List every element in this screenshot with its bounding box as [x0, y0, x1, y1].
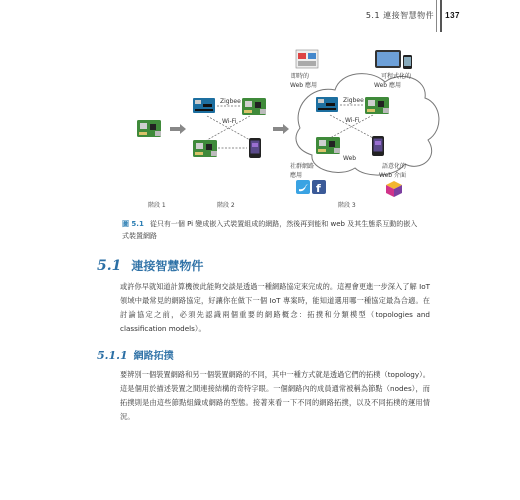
social-web-label-2: 應用 — [290, 172, 303, 179]
stage2-zigbee-label: Zigbee — [220, 98, 241, 105]
section-paragraph: 或許你早就知道計算機彼此能夠交談是透過一種網路協定來完成的。這裡會更進一步深入了解 IoT 領域中最常見的網路協定，好讓你在做下一個 IoT 專案時，能知道選用哪一種協定最為合適。在討論協定之前，必須先認識兩個重要的網路概念：拓撲和分類模型（topologies and classification models）。 — [120, 282, 430, 333]
programmable-web-label-2: Web 應用 — [374, 82, 401, 89]
realtime-web-label-2: Web 應用 — [290, 82, 317, 89]
twitter-icon — [296, 180, 310, 194]
subsection-heading — [97, 344, 174, 363]
stage2-phone — [249, 138, 261, 158]
figure-5-1 — [0, 0, 520, 215]
stage3-pi-top — [365, 97, 389, 114]
stage1-pi-board — [137, 120, 161, 137]
section-heading — [97, 255, 203, 274]
stage-2-label: 階段 2 — [217, 202, 235, 209]
page-number: 137 — [445, 11, 460, 20]
stage2-pi-bottom — [193, 140, 217, 157]
facebook-icon — [312, 180, 326, 195]
section-number: 5.1 — [97, 258, 122, 274]
arrow-icon — [273, 124, 289, 134]
section-title: 連接智慧物件 — [131, 259, 204, 273]
stage3-zigbee-label: Zigbee — [343, 97, 364, 104]
figure-diagram — [0, 0, 520, 215]
stage3-arduino — [316, 97, 338, 112]
semantic-web-cube-icon — [386, 181, 402, 197]
subsection-paragraph: 要辨別一個裝置網路和另一個裝置網路的不同，其中一種方式就是透過它們的拓樸（topology）。這是個用於描述裝置之間連接結構的奇特字眼。一個網路內的成員通常被稱為節點（nodes），而拓撲則是由這些節點組織成網路的型態。接著來看一下不同的網路拓撲，以及不同拓樸的運用情況。 — [120, 370, 430, 421]
stage3-wifi-label: Wi-Fi — [345, 117, 360, 124]
stage-3-label: 階段 3 — [338, 202, 356, 209]
realtime-web-icon — [296, 50, 318, 68]
stage2-pi-top — [242, 98, 266, 115]
caption-number: 圖 5.1 — [122, 220, 144, 228]
programmable-web-icon — [375, 50, 412, 69]
header-section: 5.1 連接智慧物件 — [365, 11, 435, 20]
stage3-web-label: Web — [343, 155, 357, 162]
stage2-wifi-label: Wi-Fi — [222, 118, 237, 125]
subsection-number: 5.1.1 — [97, 349, 128, 362]
semantic-web-label-1: 語意化的 — [382, 163, 407, 170]
stage-1-label: 階段 1 — [148, 202, 166, 209]
programmable-web-label-1: 可程式化的 — [381, 73, 412, 80]
web-cloud — [296, 74, 439, 175]
social-web-label-1: 社群網路 — [290, 163, 315, 170]
stage3-pi-bottom — [316, 137, 340, 154]
caption-text: 從只有一個 Pi 變成嵌入式裝置組成的網路，然後再到能和 web 及其生態系互動的嵌入式裝置網路 — [122, 220, 418, 240]
semantic-web-label-2: Web 介面 — [379, 172, 406, 179]
realtime-web-label-1: 即時的 — [291, 73, 310, 80]
arrow-icon — [170, 124, 186, 134]
stage3-phone — [372, 136, 384, 156]
figure-caption — [122, 218, 422, 242]
stage2-arduino — [193, 98, 215, 113]
svg-text:f: f — [316, 182, 321, 195]
subsection-title: 網路拓撲 — [133, 351, 174, 362]
